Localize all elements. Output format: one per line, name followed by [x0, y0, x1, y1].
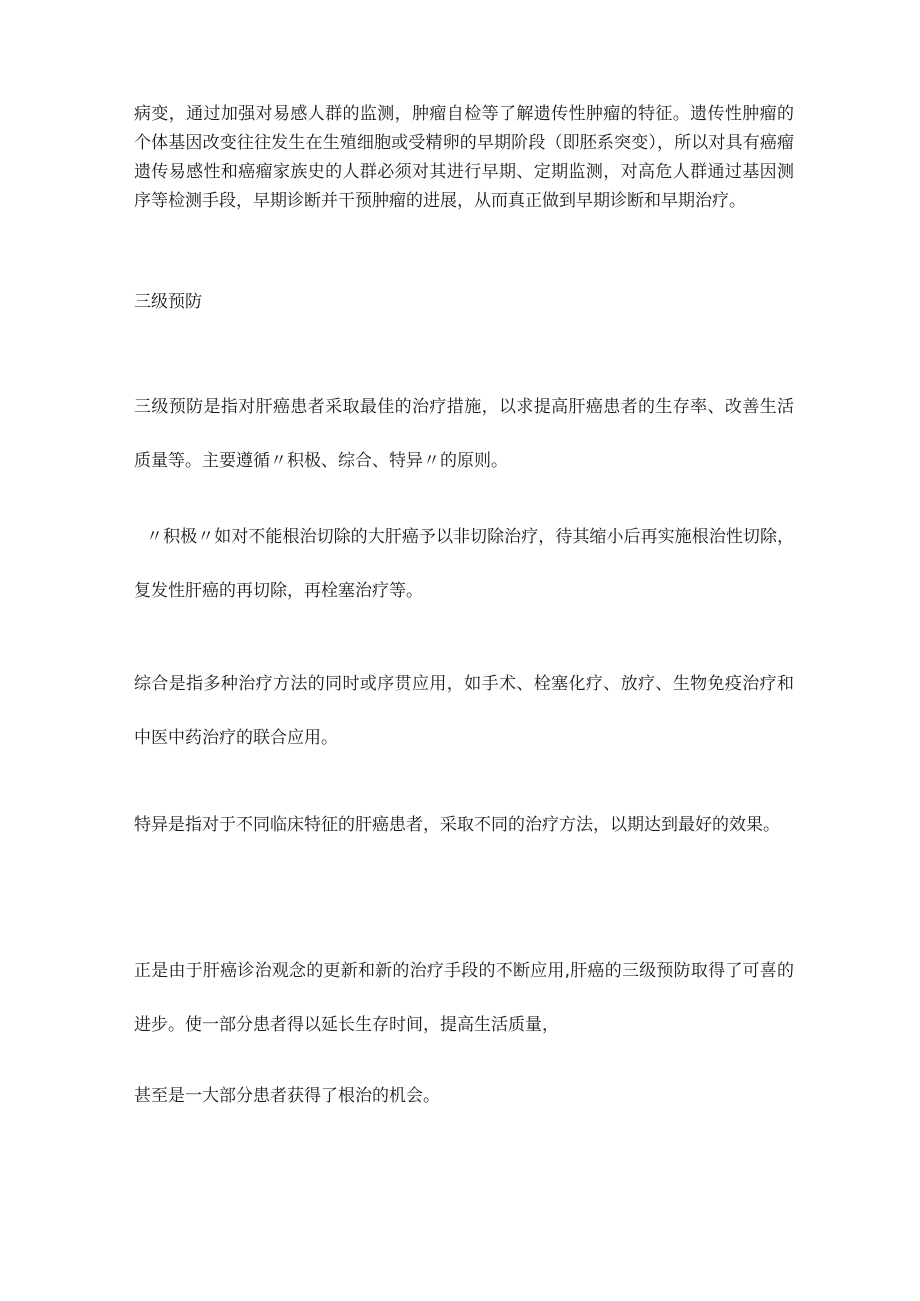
specific-principle-paragraph: 特异是指对于不同临床特征的肝癌患者，采取不同的治疗方法，以期达到最好的效果。: [134, 815, 780, 835]
active-principle-text: 〃积极〃如对不能根治切除的大肝癌予以非切除治疗，待其缩小后再实施根治性切除，复发性肝癌的再切除，再栓塞治疗等。: [134, 527, 794, 601]
progress-paragraph: 正是由于肝癌诊治观念的更新和新的治疗手段的不断应用,肝癌的三级预防取得了可喜的进步。使一部分患者得以延长生存时间，提高生活质量，: [134, 961, 794, 1035]
intro-paragraph: 病变，通过加强对易感人群的监测，肿瘤自检等了解遗传性肿瘤的特征。遗传性肿瘤的个体基因改变往往发生在生殖细胞或受精卵的早期阶段（即胚系突变），所以对具有癌瘤遗传易感性和癌瘤家族史的人群必须对其进行早期、定期监测，对高危人群通过基因测序等检测手段，早期诊断并干预肿瘤的进展，从而真正做到早期诊断和早期治疗。: [134, 104, 794, 211]
tertiary-definition-paragraph: 三级预防是指对肝癌患者采取最佳的治疗措施，以求提高肝癌患者的生存率、改善生活质量等。主要遵循〃积极、综合、特异〃的原则。: [134, 397, 794, 471]
cure-paragraph: 甚至是一大部分患者获得了根治的机会。: [134, 1086, 440, 1106]
active-principle-paragraph: [134, 510, 794, 618]
section-heading: 三级预防: [134, 292, 202, 312]
comprehensive-principle-paragraph: 综合是指多种治疗方法的同时或序贯应用，如手术、栓塞化疗、放疗、生物免疫治疗和中医中药治疗的联合应用。: [134, 674, 794, 748]
